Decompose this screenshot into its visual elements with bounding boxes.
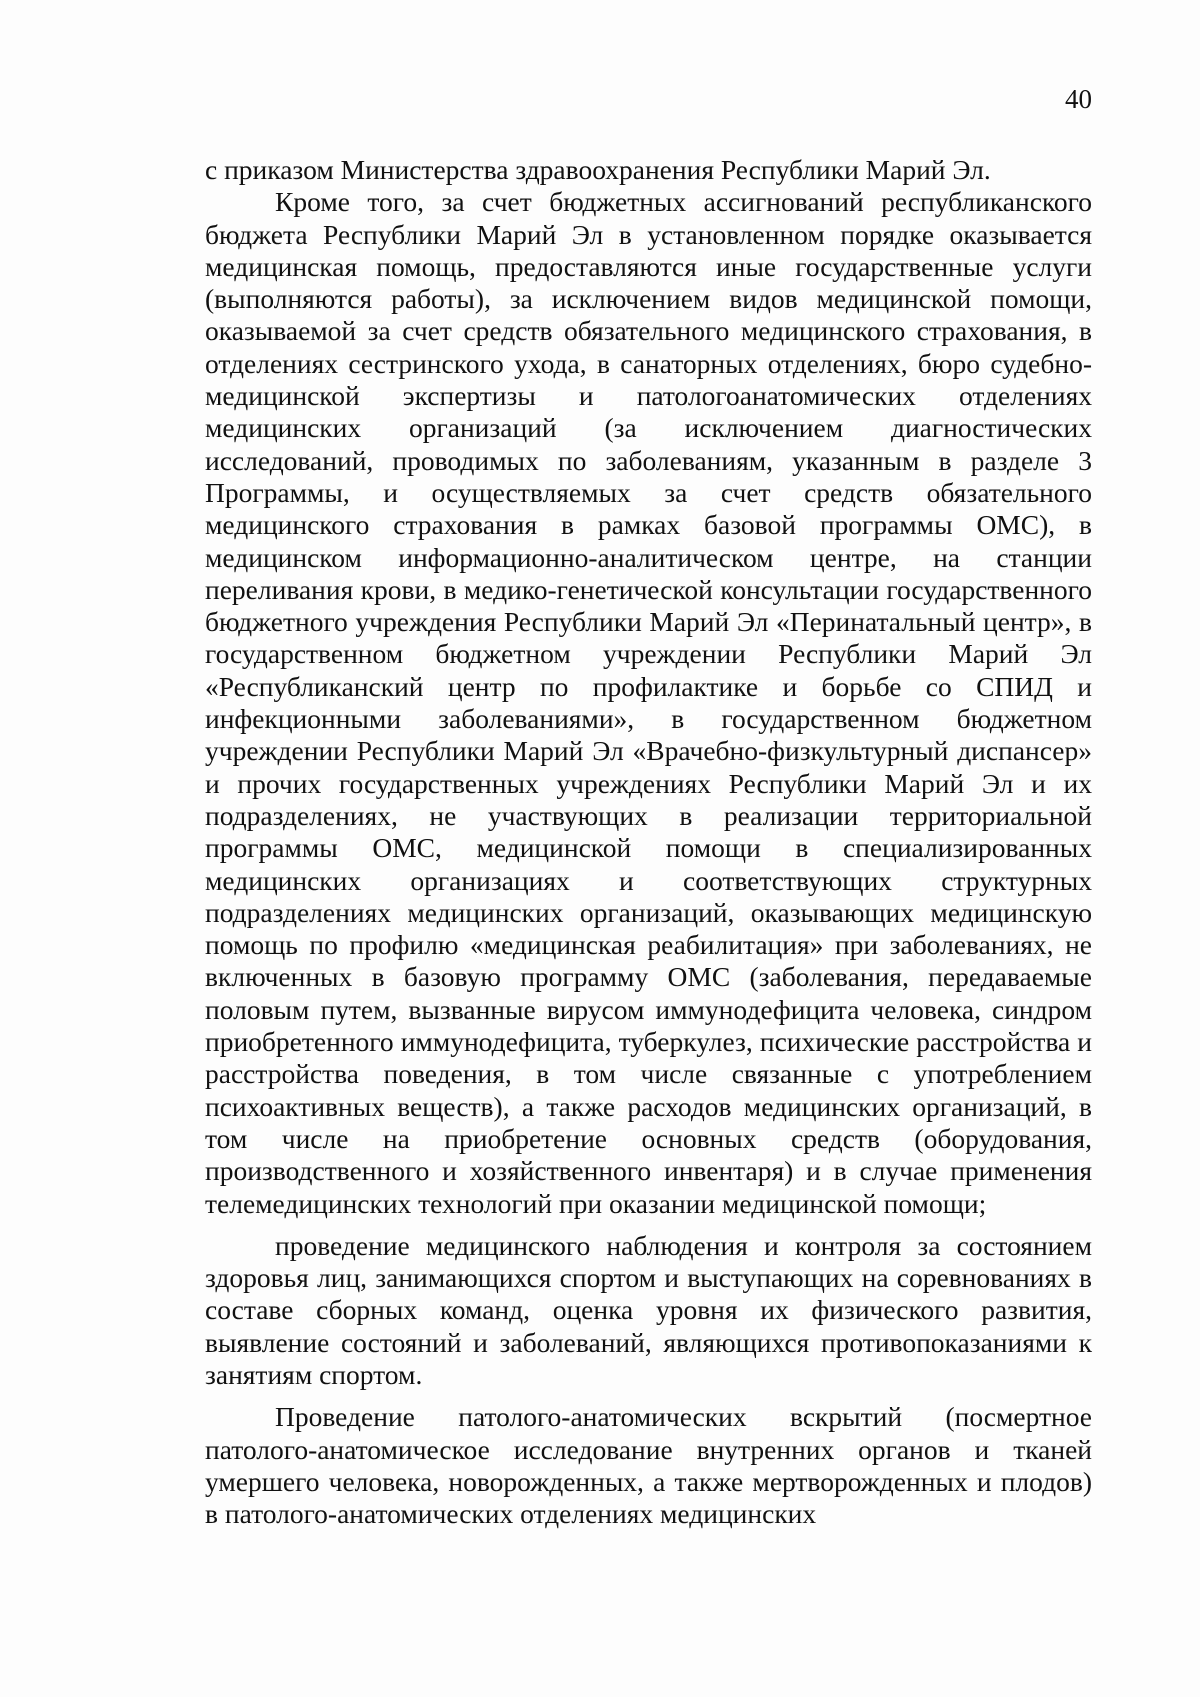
paragraph-medical-supervision: проведение медицинского наблюдения и контроля за состоянием здоровья лиц, занимающихся спортом и выступающих на соревнованиях в составе сборных команд, оценка уровня их физического развития, выявление состояний и заболеваний, являющихся противопоказаниями к занятиям спортом. <box>205 1229 1092 1390</box>
paragraph-continuation: с приказом Министерства здравоохранения Республики Марий Эл. <box>205 154 991 185</box>
paragraph-autopsies: Проведение патолого-анатомических вскрытий (посмертное патолого-анатомическое исследование внутренних органов и тканей умершего человека, новорожденных, а также мертворожденных и плодов) в патолого-анатомических отделениях медицинских <box>205 1401 1092 1530</box>
page-number: 40 <box>1065 84 1092 114</box>
body-text <box>205 154 1092 1530</box>
paragraph-budget-funding: Кроме того, за счет бюджетных ассигнований республиканского бюджета Республики Марий Эл в установленном порядке оказывается медицинская помощь, предоставляются иные государственные услуги (выполняются работы), за исключением видов медицинской помощи, оказываемой за счет средств обязательного медицинского страхования, в отделениях сестринского ухода, в санаторных отделениях, бюро судебно-медицинской экспертизы и патологоанатомических отделениях медицинских организаций (за исключением диагностических исследований, проводимых по заболеваниям, указанным в разделе 3 Программы, и осуществляемых за счет средств обязательного медицинского страхования в рамках базовой программы ОМС), в медицинском информационно-аналитическом центре, на станции переливания крови, в медико-генетической консультации государственного бюджетного учреждения Республики Марий Эл «Перинатальный центр», в государственном бюджетном учреждении Республики Марий Эл «Республиканский центр по профилактике и борьбе со СПИД и инфекционными заболеваниями», в государственном бюджетном учреждении Республики Марий Эл «Врачебно-физкультурный диспансер» и прочих государственных учреждениях Республики Марий Эл и их подразделениях, не участвующих в реализации территориальной программы ОМС, медицинской помощи в специализированных медицинских организациях и соответствующих структурных подразделениях медицинских организаций, оказывающих медицинскую помощь по профилю «медицинская реабилитация» при заболеваниях, не включенных в базовую программу ОМС (заболевания, передаваемые половым путем, вызванные вирусом иммунодефицита человека, синдром приобретенного иммунодефицита, туберкулез, психические расстройства и расстройства поведения, в том числе связанные с употреблением психоактивных веществ), а также расходов медицинских организаций, в том числе на приобретение основных средств (оборудования, производственного и хозяйственного инвентаря) и в случае применения телемедицинских технологий при оказании медицинской помощи; <box>205 186 1092 1219</box>
